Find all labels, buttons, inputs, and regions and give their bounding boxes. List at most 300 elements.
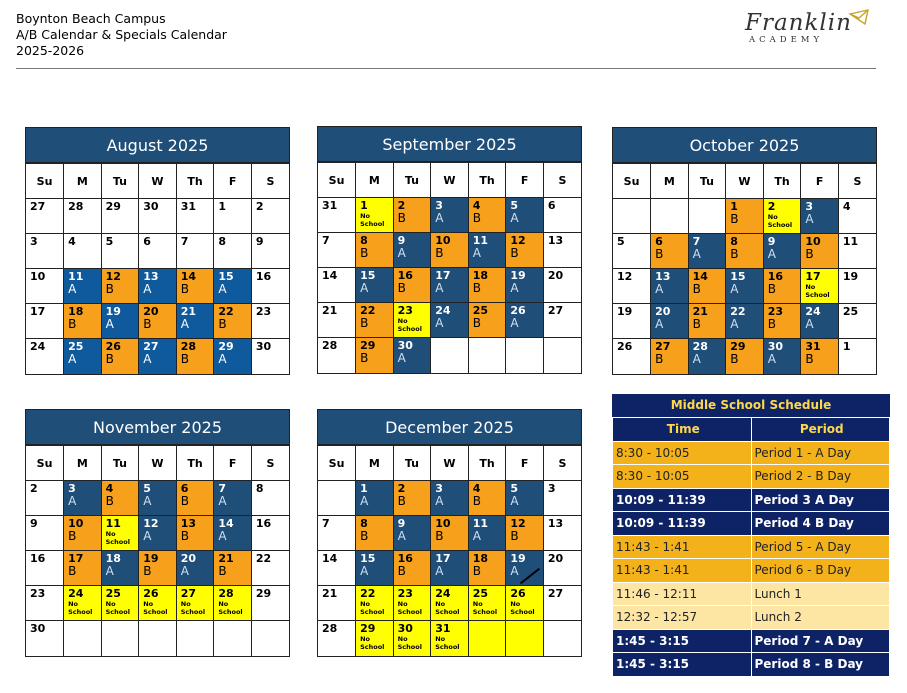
day-cell [176, 234, 214, 269]
day-number: 3 [435, 199, 443, 212]
day-number: 17 [68, 552, 84, 565]
day-number: 9 [767, 235, 776, 248]
day-number: 30 [30, 622, 46, 635]
schedule-period: Period 6 - B Day [751, 559, 890, 583]
schedule-time: 11:46 - 12:11 [613, 582, 752, 606]
ab-day-label: B [218, 564, 227, 578]
franklin-academy-logo [745, 8, 870, 48]
day-cell [176, 551, 214, 586]
day-number: 30 [397, 622, 413, 635]
ab-day-label: B [805, 247, 814, 261]
day-number: 30 [143, 200, 159, 213]
day-number: 23 [255, 305, 272, 318]
ab-day-label: B [397, 211, 406, 225]
day-number: 9 [397, 517, 406, 530]
weekday-header: M [651, 164, 689, 199]
day-cell [356, 551, 394, 586]
day-cell [356, 268, 394, 303]
day-number: 25 [472, 587, 489, 600]
day-cell [506, 586, 544, 621]
weekday-header: W [726, 164, 764, 199]
day-cell [214, 304, 252, 339]
schedule-time: 1:45 - 3:15 [613, 629, 752, 653]
no-school-label: No School [435, 635, 460, 651]
weekday-header: M [64, 446, 102, 481]
ab-day-label: B [360, 529, 369, 543]
day-number: 26 [510, 304, 526, 317]
day-cell [651, 269, 689, 304]
day-cell [468, 481, 506, 516]
day-cell [176, 586, 214, 621]
day-number: 25 [472, 304, 489, 317]
weekday-header: Th [176, 446, 214, 481]
day-number: 11 [472, 517, 489, 530]
day-cell [251, 551, 289, 586]
day-number: 11 [105, 517, 121, 530]
day-cell [176, 516, 214, 551]
day-number: 28 [180, 340, 197, 353]
ab-day-label: B [218, 317, 227, 331]
day-number: 29 [730, 340, 746, 353]
day-number: 2 [397, 482, 406, 495]
day-cell [431, 303, 469, 338]
day-number: 27 [180, 587, 197, 600]
day-number: 4 [68, 235, 76, 248]
schedule-time: 1:45 - 3:15 [613, 653, 752, 677]
day-cell [801, 234, 839, 269]
ab-day-label: B [105, 282, 114, 296]
day-number: 13 [655, 270, 671, 283]
day-cell [763, 269, 801, 304]
month-title: December 2025 [318, 410, 581, 445]
day-cell [613, 199, 651, 234]
day-number: 11 [472, 234, 489, 247]
day-cell [318, 586, 356, 621]
day-cell [318, 516, 356, 551]
ab-day-label: A [435, 494, 444, 508]
day-number: 16 [30, 552, 46, 565]
day-cell [801, 199, 839, 234]
day-cell [431, 268, 469, 303]
day-cell [393, 481, 431, 516]
day-cell [176, 199, 214, 234]
day-cell [176, 621, 214, 656]
ab-day-label: A [510, 564, 519, 578]
day-cell [26, 199, 64, 234]
day-cell [139, 586, 177, 621]
day-number: 26 [105, 340, 121, 353]
day-number: 18 [68, 305, 84, 318]
day-cell [543, 621, 581, 656]
day-number: 30 [255, 340, 272, 353]
day-cell [64, 551, 102, 586]
day-cell [356, 481, 394, 516]
day-cell [838, 269, 876, 304]
day-cell [726, 234, 764, 269]
day-number: 5 [510, 482, 518, 495]
day-cell [318, 551, 356, 586]
no-school-label: No School [218, 600, 243, 616]
day-number: 22 [730, 305, 746, 318]
day-cell [431, 551, 469, 586]
week-row [26, 621, 289, 656]
day-cell [651, 234, 689, 269]
day-cell [688, 234, 726, 269]
day-number: 16 [767, 270, 784, 283]
schedule-period: Period 5 - A Day [751, 535, 890, 559]
day-cell [726, 339, 764, 374]
day-number: 1 [842, 340, 851, 353]
day-number: 19 [617, 305, 633, 318]
weekday-header: W [139, 446, 177, 481]
school-year: 2025-2026 [16, 43, 85, 58]
day-cell [356, 233, 394, 268]
day-cell [318, 303, 356, 338]
day-cell [139, 621, 177, 656]
day-number: 15 [360, 269, 376, 282]
week-row [26, 269, 289, 304]
ab-day-label: B [655, 352, 664, 366]
ab-day-label: B [435, 529, 444, 543]
day-number: 1 [218, 200, 226, 213]
weekday-header: Su [318, 446, 356, 481]
month-title: October 2025 [613, 128, 876, 163]
schedule-title: Middle School Schedule [612, 394, 890, 417]
day-cell [101, 551, 139, 586]
ab-day-label: A [805, 212, 814, 226]
day-number: 8 [360, 234, 368, 247]
day-cell [101, 481, 139, 516]
day-cell [468, 268, 506, 303]
week-row [318, 303, 581, 338]
day-cell [176, 481, 214, 516]
day-cell [726, 304, 764, 339]
day-cell [431, 233, 469, 268]
day-number: 10 [30, 270, 46, 283]
day-number: 6 [180, 482, 189, 495]
no-school-label: No School [397, 600, 422, 616]
ab-day-label: B [730, 247, 739, 261]
no-school-label: No School [435, 600, 460, 616]
day-number: 14 [322, 269, 338, 282]
ab-day-label: A [218, 282, 227, 296]
schedule-row [613, 606, 890, 630]
day-number: 7 [692, 235, 701, 248]
weekday-header: Th [468, 446, 506, 481]
day-number: 28 [68, 200, 84, 213]
weekday-header: S [543, 163, 581, 198]
ab-day-label: B [180, 494, 189, 508]
day-cell [64, 516, 102, 551]
ab-day-label: B [510, 246, 519, 260]
weekday-header: M [356, 446, 394, 481]
day-cell [468, 303, 506, 338]
day-cell [506, 621, 544, 656]
day-number: 2 [30, 482, 38, 495]
middle-school-schedule [612, 394, 890, 677]
ab-day-label: A [767, 247, 776, 261]
calendar-october-2025 [612, 127, 877, 375]
no-school-label: No School [143, 600, 168, 616]
week-row [26, 304, 289, 339]
day-cell [101, 234, 139, 269]
day-number: 15 [360, 552, 376, 565]
ab-day-label: A [655, 282, 664, 296]
day-cell [101, 304, 139, 339]
day-cell [64, 304, 102, 339]
day-number: 16 [397, 269, 413, 282]
weekday-header: Su [26, 164, 64, 199]
day-cell [506, 233, 544, 268]
day-cell [506, 551, 544, 586]
ab-day-label: A [397, 246, 406, 260]
month-grid [318, 162, 581, 373]
day-cell [431, 586, 469, 621]
day-number: 27 [655, 340, 671, 353]
day-number: 4 [472, 199, 481, 212]
schedule-period: Period 4 B Day [751, 512, 890, 536]
day-number: 1 [730, 200, 738, 213]
schedule-period: Period 7 - A Day [751, 629, 890, 653]
ab-day-label: A [435, 211, 444, 225]
day-cell [543, 551, 581, 586]
schedule-time: 11:43 - 1:41 [613, 559, 752, 583]
day-cell [251, 199, 289, 234]
day-number: 18 [472, 269, 489, 282]
day-cell [431, 198, 469, 233]
no-school-label: No School [397, 317, 422, 333]
ab-day-label: A [510, 316, 519, 330]
day-number: 24 [435, 304, 451, 317]
weekday-header: Tu [688, 164, 726, 199]
weekday-header: Th [468, 163, 506, 198]
ab-day-label: B [805, 352, 814, 366]
day-cell [651, 199, 689, 234]
no-school-label: No School [68, 600, 93, 616]
ab-day-label: B [143, 317, 152, 331]
ab-day-label: B [472, 211, 481, 225]
day-cell [393, 268, 431, 303]
weekday-header: M [64, 164, 102, 199]
ab-day-label: B [510, 529, 519, 543]
day-cell [101, 199, 139, 234]
day-number: 13 [547, 517, 564, 530]
day-number: 21 [322, 587, 338, 600]
schedule-period: Period 3 A Day [751, 488, 890, 512]
day-number: 3 [547, 482, 556, 495]
day-cell [688, 199, 726, 234]
ab-day-label: B [68, 529, 77, 543]
day-cell [543, 586, 581, 621]
day-cell [26, 516, 64, 551]
day-cell [214, 551, 252, 586]
ab-day-label: A [180, 317, 189, 331]
day-cell [318, 233, 356, 268]
day-cell [801, 269, 839, 304]
week-row [613, 339, 876, 374]
day-number: 27 [143, 340, 159, 353]
day-cell [613, 339, 651, 374]
weekday-header: S [251, 446, 289, 481]
weekday-header: F [506, 446, 544, 481]
day-number: 7 [322, 234, 330, 247]
day-number: 2 [767, 200, 776, 213]
day-cell [543, 516, 581, 551]
ab-day-label: B [472, 564, 481, 578]
day-number: 21 [218, 552, 234, 565]
day-number: 19 [105, 305, 121, 318]
day-cell [543, 198, 581, 233]
day-number: 26 [510, 587, 526, 600]
day-number: 30 [397, 339, 413, 352]
day-number: 8 [255, 482, 264, 495]
no-school-label: No School [767, 213, 793, 229]
day-number: 7 [218, 482, 226, 495]
day-cell [64, 199, 102, 234]
day-number: 10 [68, 517, 84, 530]
day-cell [318, 338, 356, 373]
day-number: 9 [255, 235, 264, 248]
day-number: 24 [435, 587, 451, 600]
weekday-header: F [214, 164, 252, 199]
week-row [613, 199, 876, 234]
day-cell [139, 551, 177, 586]
day-number: 12 [510, 517, 526, 530]
day-cell [356, 586, 394, 621]
schedule-time: 10:09 - 11:39 [613, 488, 752, 512]
day-number: 1 [360, 199, 368, 212]
weekday-header: Su [26, 446, 64, 481]
day-cell [506, 516, 544, 551]
day-cell [763, 339, 801, 374]
day-cell [763, 199, 801, 234]
ab-day-label: B [472, 316, 481, 330]
day-number: 9 [30, 517, 38, 530]
day-number: 2 [397, 199, 406, 212]
day-cell [26, 621, 64, 656]
week-row [26, 234, 289, 269]
weekday-header: Tu [393, 446, 431, 481]
ab-day-label: A [143, 494, 152, 508]
day-cell [251, 304, 289, 339]
month-grid [318, 445, 581, 656]
day-number: 4 [842, 200, 851, 213]
day-cell [393, 621, 431, 656]
day-number: 28 [322, 622, 338, 635]
day-number: 7 [322, 517, 330, 530]
day-number: 7 [180, 235, 189, 248]
day-cell [393, 303, 431, 338]
day-number: 5 [105, 235, 114, 248]
day-cell [139, 199, 177, 234]
ab-day-label: B [143, 564, 152, 578]
day-number: 5 [510, 199, 518, 212]
weekday-header: F [214, 446, 252, 481]
day-cell [176, 269, 214, 304]
day-cell [468, 586, 506, 621]
day-cell [431, 481, 469, 516]
day-number: 25 [105, 587, 121, 600]
ab-day-label: A [397, 529, 406, 543]
day-cell [176, 304, 214, 339]
ab-day-label: A [730, 282, 739, 296]
day-cell [251, 269, 289, 304]
schedule-row [613, 653, 890, 677]
weekday-header: Th [763, 164, 801, 199]
day-cell [506, 198, 544, 233]
day-number: 20 [655, 305, 671, 318]
day-number: 22 [255, 552, 272, 565]
day-number: 16 [397, 552, 413, 565]
weekday-header: M [356, 163, 394, 198]
day-cell [543, 338, 581, 373]
day-cell [356, 621, 394, 656]
day-number: 20 [143, 305, 159, 318]
day-number: 17 [30, 305, 46, 318]
day-number: 21 [322, 304, 338, 317]
month-grid [26, 163, 289, 374]
day-cell [468, 551, 506, 586]
ab-day-label: A [510, 494, 519, 508]
day-cell [318, 621, 356, 656]
day-number: 12 [105, 270, 121, 283]
day-number: 21 [692, 305, 708, 318]
day-cell [726, 199, 764, 234]
day-cell [543, 481, 581, 516]
day-number: 27 [547, 587, 564, 600]
day-cell [64, 621, 102, 656]
ab-day-label: B [360, 246, 369, 260]
day-cell [139, 234, 177, 269]
day-number: 30 [767, 340, 784, 353]
day-number: 6 [655, 235, 663, 248]
day-cell [801, 339, 839, 374]
day-cell [251, 621, 289, 656]
day-number: 20 [180, 552, 197, 565]
ab-day-label: B [730, 352, 739, 366]
day-cell [64, 481, 102, 516]
day-number: 10 [435, 517, 451, 530]
day-cell [801, 304, 839, 339]
schedule-table [612, 417, 890, 677]
day-number: 6 [547, 199, 556, 212]
day-number: 27 [547, 304, 564, 317]
day-cell [838, 234, 876, 269]
day-cell [651, 339, 689, 374]
day-cell [214, 516, 252, 551]
day-number: 15 [730, 270, 746, 283]
ab-day-label: B [692, 317, 701, 331]
day-cell [64, 339, 102, 374]
week-row [318, 516, 581, 551]
month-title: September 2025 [318, 127, 581, 162]
ab-day-label: B [767, 282, 776, 296]
calendar-december-2025 [317, 409, 582, 657]
ab-day-label: A [68, 352, 77, 366]
campus-name: Boynton Beach Campus [16, 11, 166, 26]
day-cell [318, 198, 356, 233]
day-cell [318, 268, 356, 303]
day-cell [26, 481, 64, 516]
day-number: 2 [255, 200, 264, 213]
day-number: 18 [105, 552, 121, 565]
day-number: 28 [218, 587, 234, 600]
ab-day-label: A [730, 317, 739, 331]
calendar-september-2025 [317, 126, 582, 374]
day-cell [763, 304, 801, 339]
no-school-label: No School [360, 635, 385, 651]
day-cell [468, 516, 506, 551]
